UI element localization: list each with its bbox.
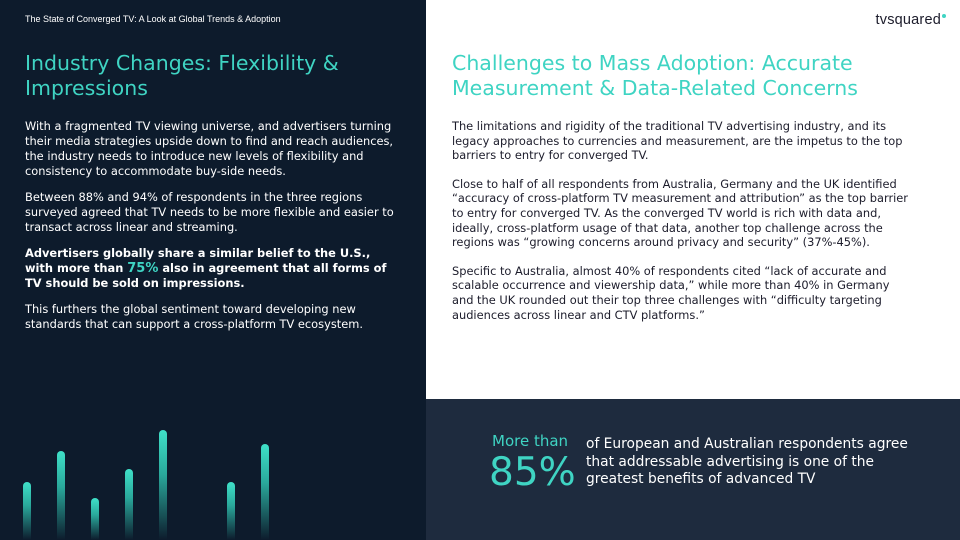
left-section-heading: Industry Changes: Flexibility & Impressions <box>25 51 339 100</box>
decorative-bar <box>57 451 65 540</box>
left-panel <box>0 0 426 540</box>
report-title: The State of Converged TV: A Look at Global Trends & Adoption <box>25 14 281 24</box>
highlight-75-percent: 75% <box>127 261 159 276</box>
tvsquared-logo <box>876 12 946 28</box>
decorative-bar <box>23 482 31 540</box>
decorative-bar <box>159 430 167 540</box>
right-paragraph-1: The limitations and rigidity of the traditional TV advertising industry, and its legacy approaches to currencies and measurement, are the impetus to the top barriers to entry for converged TV. <box>452 119 903 163</box>
stat-description: of European and Australian respondents agree that addressable advertising is one of the greatest benefits of advanced TV <box>586 436 908 487</box>
left-paragraph-2: Between 88% and 94% of respondents in the three regions surveyed agreed that TV needs to be more flexible and easier to transact across linear and streaming. <box>25 190 394 234</box>
left-paragraph-1: With a fragmented TV viewing universe, and advertisers turning their media strategies upside down to find and reach audiences, the industry needs to introduce new levels of flexibility and consistency to accommodate buy-side needs. <box>25 119 394 178</box>
decorative-bar <box>261 444 269 540</box>
stat-callout <box>426 399 960 540</box>
decorative-bar <box>91 498 99 540</box>
right-paragraph-3: Specific to Australia, almost 40% of respondents cited “lack of accurate and scalable occurrence and viewership data,” while more than 40% in Germany and the UK rounded out their top three challenges with “difficulty targeting audiences across linear and CTV platforms.” <box>452 263 890 322</box>
right-section-heading: Challenges to Mass Adoption: Accurate Measurement & Data-Related Concerns <box>452 51 858 100</box>
left-paragraph-4: This furthers the global sentiment toward developing new standards that can support a cross-platform TV ecosystem. <box>25 302 363 331</box>
right-panel <box>426 0 960 399</box>
stat-prefix: More than <box>492 432 569 450</box>
logo-text: tvsquared <box>875 12 941 28</box>
logo-dot-icon <box>942 14 946 18</box>
left-paragraph-3-prefix: Advertisers globally share a similar belief to the U.S., with more than <box>25 246 371 275</box>
decorative-bar <box>125 469 133 540</box>
right-paragraph-2: Close to half of all respondents from Australia, Germany and the UK identified “accuracy of cross-platform TV measurement and attribution” as the top barrier to entry for converged TV. As the converged TV world is rich with data and, ideally, cross-platform usage of that data, another top challenge across the regions was “growing concerns around privacy and security” (37%-45%). <box>452 176 908 250</box>
stat-value: 85% <box>489 450 576 495</box>
decorative-bars <box>0 0 426 540</box>
decorative-bar <box>227 482 235 540</box>
left-paragraph-3-suffix: also in agreement that all forms of TV should be sold on impressions. <box>25 261 387 290</box>
right-section-body <box>452 119 912 336</box>
